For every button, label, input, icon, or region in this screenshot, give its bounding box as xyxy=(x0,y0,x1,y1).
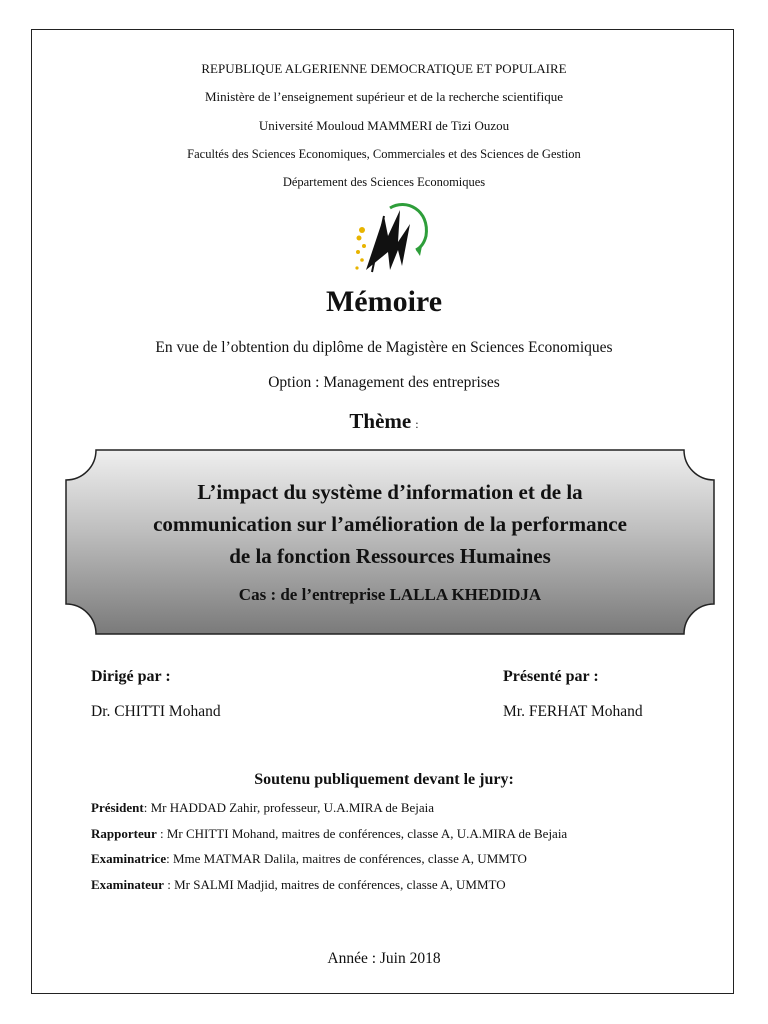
jury-member xyxy=(91,877,506,893)
header-university: Université Mouloud MAMMERI de Tizi Ouzou xyxy=(258,118,510,133)
jury-desc: Mme MATMAR Dalila, maitres de conférences, classe A, UMMTO xyxy=(172,851,527,866)
jury-separator: : xyxy=(166,851,173,866)
jury-desc: Mr CHITTI Mohand, maitres de conférences, classe A, U.A.MIRA de Bejaia xyxy=(166,826,568,841)
jury-title: Soutenu publiquement devant le jury: xyxy=(254,771,514,788)
header-department: Département des Sciences Economiques xyxy=(282,175,486,189)
jury-role: Rapporteur xyxy=(91,826,157,841)
thesis-title-line3: de la fonction Ressources Humaines xyxy=(229,544,551,568)
jury-desc: Mr SALMI Madjid, maitres de conférences, classe A, UMMTO xyxy=(174,877,506,892)
jury-separator: : xyxy=(156,826,167,841)
jury-member xyxy=(91,826,567,842)
jury-role: Examinateur xyxy=(91,877,164,892)
directed-by-label: Dirigé par : xyxy=(91,668,171,685)
header-republic: REPUBLIQUE ALGERIENNE DEMOCRATIQUE ET POPULAIRE xyxy=(201,61,567,76)
theme-colon: : xyxy=(415,417,419,431)
header-ministry: Ministère de l’enseignement supérieur et de la recherche scientifique xyxy=(204,89,564,104)
thesis-title xyxy=(64,476,716,572)
thesis-title-line1: L’impact du système d’information et de la xyxy=(197,480,583,504)
thesis-title-line2: communication sur l’amélioration de la performance xyxy=(153,512,627,536)
jury-member xyxy=(91,800,434,816)
university-logo-icon xyxy=(350,200,434,278)
jury-role: Président xyxy=(91,800,144,815)
jury-separator: : xyxy=(163,877,175,892)
degree-purpose: En vue de l’obtention du diplôme de Magistère en Sciences Economiques xyxy=(155,339,613,356)
jury-member xyxy=(91,851,527,867)
document-title: Mémoire xyxy=(325,285,443,318)
defense-year: Année : Juin 2018 xyxy=(327,950,441,967)
degree-option: Option : Management des entreprises xyxy=(268,374,500,391)
theme-label: Thème xyxy=(349,409,412,433)
presenter-name: Mr. FERHAT Mohand xyxy=(503,703,643,720)
director-name: Dr. CHITTI Mohand xyxy=(91,703,221,720)
jury-separator: : xyxy=(143,800,151,815)
case-study: Cas : de l’entreprise LALLA KHEDIDJA xyxy=(238,585,542,604)
theme-heading xyxy=(0,409,768,434)
jury-desc: Mr HADDAD Zahir, professeur, U.A.MIRA de Bejaia xyxy=(150,800,435,815)
header-faculty: Facultés des Sciences Economiques, Commerciales et des Sciences de Gestion xyxy=(187,147,581,161)
jury-role: Examinatrice xyxy=(91,851,167,866)
presented-by-label: Présenté par : xyxy=(503,668,599,685)
